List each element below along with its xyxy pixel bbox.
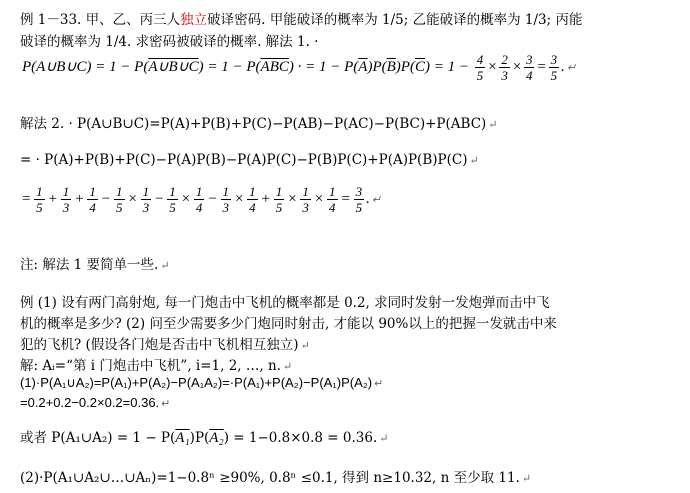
return-mark-icon: ↵ — [521, 472, 532, 485]
fraction: $\frac{1}{4}$ — [89, 184, 96, 215]
fraction: $\frac{1}{3}$ — [302, 184, 309, 215]
operator: − — [207, 190, 218, 207]
sol2-line2-text: = · P(A)+P(B)+P(C)−P(A)P(B)−P(A)P(C)−P(B)P(C)+P(A)P(B)P(C) — [20, 152, 468, 168]
fraction-2-3: $\frac{2}{3}$ — [501, 52, 508, 83]
note-text: 注: 解法 1 要简单一些. — [20, 257, 159, 273]
ex2-line4 — [20, 354, 292, 374]
ex1-formula1 — [22, 52, 576, 83]
return-mark-icon: ↵ — [161, 398, 171, 410]
return-mark-icon: ↵ — [160, 259, 170, 272]
ex2-line6 — [20, 395, 170, 410]
ex1-sol2-line2 — [20, 152, 479, 168]
ex2-line7 — [20, 426, 388, 447]
ex2-line5-text: (1)·P(A₁∪A₂)=P(A₁)+P(A₂)−P(A₁A₂)=·P(A₁)+P(A₂)−P(A₁)P(A₂) — [20, 375, 373, 390]
f1-part-b: A∪B∪C — [148, 58, 199, 75]
fraction: $\frac{1}{5}$ — [275, 184, 283, 215]
ex2-line3 — [20, 333, 310, 353]
ex2-line6-text: =0.2+0.2−0.2×0.2=0.36. — [20, 395, 160, 410]
operator: = — [21, 190, 32, 207]
ex1-sol2-line1 — [20, 112, 498, 132]
ex2-line7-b: A₁ — [175, 430, 190, 446]
f1-part-g: )P( — [367, 58, 387, 75]
fraction: $\frac{1}{5}$ — [169, 184, 176, 215]
operator: − — [100, 190, 111, 207]
f1-part-j: $\overline{C}$ — [414, 58, 425, 75]
ex1-intro-b: 破译密码. 甲能破译的概率为 1/5; 乙能破译的概率为 1/3; 丙能 — [207, 12, 583, 28]
ex2-line2 — [20, 312, 557, 332]
f1-part-d: $\overline{ABC}$ — [260, 58, 289, 75]
ex2-line2-text: 机的概率是多少? (2) 问至少需要多少门炮同时射击, 才能以 90%以上的把握一发就击中来 — [20, 316, 557, 332]
ex2-line7-d: A₂ — [209, 430, 224, 446]
fraction: $\frac{1}{3}$ — [222, 184, 229, 215]
ex1-line2 — [20, 30, 318, 50]
f1-part-f: $\overline{A}$ — [358, 58, 368, 75]
fraction: $\frac{1}{4}$ — [329, 184, 336, 215]
f1-part-i: )P( — [395, 58, 415, 75]
operator: × — [180, 190, 191, 207]
end-dot: . — [561, 58, 565, 75]
ex2-line5 — [20, 375, 383, 391]
fraction: $\frac{1}{3}$ — [142, 184, 150, 215]
operator: × — [287, 190, 298, 207]
return-mark-icon: ↵ — [379, 432, 389, 445]
f1-part-a: P(A∪B∪C) = 1 − P( — [22, 58, 149, 75]
fraction: $\frac{1}{5}$ — [36, 184, 43, 215]
ex1-line2-text: 破译的概率为 1/4. 求密码被破译的概率. 解法 1. · — [20, 34, 319, 50]
sol2-text: 解法 2. · P(A∪B∪C)=P(A)+P(B)+P(C)−P(AB)−P(AC)−P(BC)+P(ABC) — [20, 116, 487, 132]
f1-part-k: ) = 1 − — [424, 58, 469, 75]
times-sign: × — [511, 58, 522, 75]
ex2-line8 — [20, 466, 531, 486]
operator: + — [74, 190, 85, 207]
return-mark-icon: ↵ — [374, 378, 384, 390]
ex1-sol2-line3 — [20, 184, 381, 215]
return-mark-icon: ↵ — [300, 339, 310, 352]
operator: × — [313, 190, 324, 207]
f1-part-h: $\overline{B}$ — [386, 58, 396, 75]
fraction-3-4: $\frac{3}{4}$ — [525, 52, 533, 83]
fraction: $\frac{1}{3}$ — [62, 184, 70, 215]
return-mark-icon: ↵ — [282, 360, 293, 373]
ex2-line1 — [20, 291, 550, 311]
operator: + — [47, 190, 58, 207]
return-mark-icon: ↵ — [488, 118, 498, 131]
ex2-line8-text: (2)·P(A₁∪A₂∪…∪Aₙ)=1−0.8ⁿ ≥90%, 0.8ⁿ ≤0.1, 得到 n≥10.32, n 至少取 11. — [20, 470, 520, 486]
fraction: $\frac{1}{5}$ — [116, 184, 123, 215]
f1-part-e: ) · = 1 − P( — [288, 58, 359, 75]
ex1-intro-line — [20, 8, 582, 28]
return-mark-icon: ↵ — [469, 154, 479, 167]
fraction-3-5: $\frac{3}{5}$ — [550, 52, 558, 83]
operator: × — [234, 190, 245, 207]
operator: × — [127, 190, 138, 207]
operator: = — [340, 190, 351, 207]
equals-sign: = — [536, 58, 547, 75]
ex2-line1-text: 例 (1) 设有两门高射炮, 每一门炮击中飞机的概率都是 0.2, 求同时发射一发炮弹而击中飞 — [20, 295, 550, 311]
ex2-line7-a: 或者 P(A₁∪A₂) = 1 − P( — [20, 430, 176, 446]
ex1-intro-a: 例 1－33. 甲、乙、丙三人 — [20, 12, 181, 28]
return-mark-icon: ↵ — [371, 193, 382, 206]
operator: − — [154, 190, 165, 207]
operator: + — [260, 190, 271, 207]
return-mark-icon: ↵ — [566, 61, 577, 74]
fraction-4-5: $\frac{4}{5}$ — [476, 52, 484, 83]
ex1-intro-red: 独立 — [180, 12, 208, 28]
end-dot: . — [366, 190, 370, 207]
ex1-note — [20, 253, 170, 273]
ex2-line3-text: 犯的飞机? (假设各门炮是否击中飞机相互独立) — [20, 337, 299, 353]
fraction: $\frac{1}{4}$ — [249, 184, 256, 215]
times-sign: × — [487, 58, 498, 75]
fraction: $\frac{1}{4}$ — [195, 184, 203, 215]
ex2-line4-text: 解: Aᵢ=“第 i 门炮击中飞机”, i=1, 2, …, n. — [20, 358, 281, 374]
fraction: $\frac{3}{5}$ — [355, 184, 363, 215]
f1-part-c: ) = 1 − P( — [198, 58, 261, 75]
ex2-line7-c: )P( — [189, 430, 210, 446]
ex2-line7-e: ) = 1−0.8×0.8 = 0.36. — [223, 430, 378, 446]
